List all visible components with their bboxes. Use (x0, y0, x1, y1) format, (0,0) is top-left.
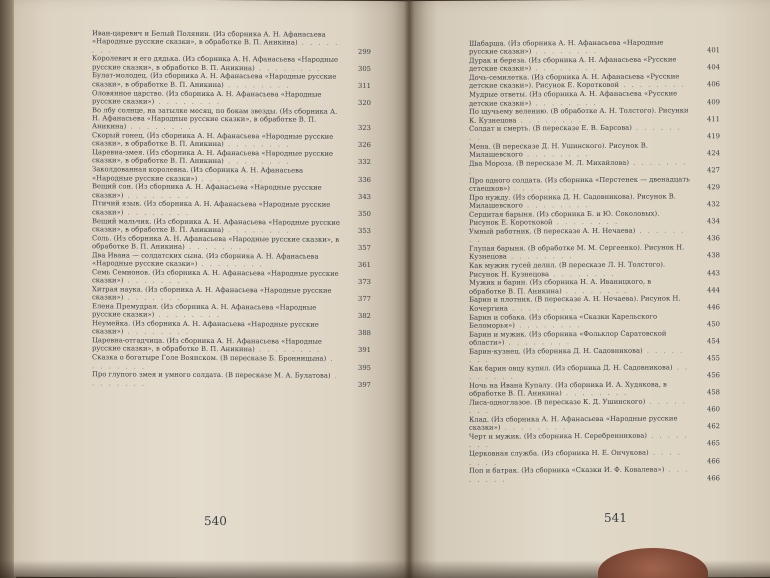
toc-leader-dots: . . . . . . . . (184, 242, 252, 252)
toc-leader-dots: . . . . . . . . (561, 286, 629, 295)
toc-entry (469, 295, 720, 313)
toc-leader-dots: . . . . . . . . (154, 310, 221, 320)
toc-entry (469, 278, 720, 296)
toc-leader-dots: . . . . . . . . (531, 47, 598, 56)
toc-page-number: 373 (358, 278, 371, 287)
toc-entry-title: Два Ивана — солдатских сына. (Из сборника А. Н. Афанасьева «Народные русские сказки») . . . . . . . . (92, 250, 319, 269)
toc-entry-title: Про глупого змея и умного солдата. (В пересказе М. А. Булатова) . . . . . . . . (92, 370, 339, 388)
left-toc-list (14, 0, 409, 578)
toc-entry (92, 268, 371, 286)
toc-page-number: 391 (358, 346, 371, 355)
toc-leader-dots: . . . . . . . . (552, 218, 620, 227)
toc-page-number: 409 (707, 97, 720, 106)
toc-leader-dots: . . . . . . . . (223, 225, 291, 235)
toc-entry-title: Елена Премудрая. (Из сборника А. Н. Афанасьева «Народные русские сказки») . . . . . . . . (92, 302, 317, 320)
toc-page-number: 429 (707, 183, 720, 192)
toc-entry (469, 414, 720, 432)
toc-entry (469, 243, 720, 261)
toc-page-number: 444 (707, 285, 720, 294)
toc-entry-title: Соль. (Из сборника А. Н. Афанасьева «Народные русские сказки», в обработке В. П. Аникина) . . . . . . . . (92, 233, 340, 252)
toc-entry (469, 329, 720, 347)
toc-leader-dots: . . . . . . . . (92, 38, 340, 54)
toc-entry-title: Шабарша. (Из сборника А. Н. Афанасьева «Народные русские сказки») . . . . . . . . (469, 38, 664, 57)
toc-page-number: 350 (358, 209, 371, 218)
toc-page-number: 336 (358, 175, 371, 184)
toc-entry (92, 285, 371, 303)
toc-entry (469, 312, 720, 330)
book-gutter (404, 0, 414, 578)
toc-entry-title: Во лбу солнце, на затылке месяц, по бокам звезды. (Из сборника А. Н. Афанасьева «Народные русские сказки», в обработке В. П. Аникина) . . . . . . . . (92, 105, 338, 132)
toc-leader-dots: . . . . . . . . (123, 276, 190, 285)
toc-leader-dots: . . . . . . . . (92, 354, 335, 371)
toc-entry (469, 363, 720, 381)
toc-page-number: 427 (707, 166, 720, 175)
toc-leader-dots: . . . . . . . . (123, 327, 190, 337)
toc-entry-title: Глупая барыня. (В обработке М. М. Сергеенко). Рисунок Н. Кузнецова . . . . . . . . (469, 243, 685, 262)
toc-entry-title: Оловянное царство. (Из сборника А. Н. Афанасьева «Народные русские сказки») . . . . . . . . (92, 88, 322, 106)
toc-leader-dots: . . . . . . . . (504, 338, 572, 347)
toc-entry (92, 234, 371, 252)
toc-entry-title: Царевна-змея. (Из сборника А. Н. Афанасьева «Народные русские сказки», в обработке В. П. Аникина) . . . . . . . . (92, 148, 334, 166)
toc-leader-dots: . . . . . . . . (469, 123, 682, 142)
toc-page-number: 466 (707, 456, 720, 465)
toc-page-number: 434 (707, 217, 720, 226)
toc-leader-dots: . . . . . . . . (549, 269, 616, 278)
toc-page-number: 424 (707, 149, 720, 158)
toc-leader-dots: . . . . . . . . (197, 174, 264, 183)
right-page-number: 541 (604, 510, 627, 525)
toc-leader-dots: . . . . . . . . (531, 64, 598, 73)
toc-entry-title: Семь Семионов. (Из сборника А. Н. Афанасьева «Народные русские сказки») . . . . . . . . (92, 268, 339, 285)
toc-entry-title: Про одного солдата. (Из сборника «Перстенек — двенадцать стаешков») . . . . . . . . (469, 175, 690, 193)
toc-leader-dots: . . . . . . . . (254, 345, 322, 355)
toc-leader-dots: . . . . . . . . (469, 226, 686, 245)
toc-entry (469, 209, 720, 227)
toc-page-number: 466 (707, 473, 720, 482)
toc-leader-dots: . . . . . . . . (154, 97, 221, 106)
toc-page-number: 388 (358, 329, 371, 338)
toc-page-number: 353 (358, 226, 371, 235)
toc-entry-title: Иван-царевич и Белый Полянин. (Из сборника А. Н. Афанасьева «Народные русские сказки», в обработке В. П. Аникина) . . . . . . . . (92, 29, 340, 54)
toc-entry-title: Умный работник. (В пересказе А. Н. Нечаева) . . . . . . . . (469, 226, 686, 245)
toc-page-number: 311 (358, 81, 371, 90)
toc-leader-dots: . . . . . . . . (223, 140, 291, 149)
toc-page-number: 404 (707, 63, 720, 72)
toc-entry (469, 431, 720, 449)
toc-page-number: 382 (358, 312, 371, 321)
toc-entry (469, 466, 720, 484)
toc-page-number: 395 (358, 363, 371, 372)
toc-leader-dots: . . . . . . . . (223, 80, 291, 90)
toc-entry (92, 354, 371, 372)
right-page (409, 0, 770, 578)
toc-page-number: 456 (707, 371, 720, 380)
toc-entry (469, 38, 720, 56)
toc-entry (92, 319, 371, 337)
toc-page-number: 462 (707, 422, 720, 431)
toc-leader-dots: . . . . . . . . (561, 388, 629, 398)
toc-entry-title: Два Мороза. (В пересказе М. Л. Михайлова) . . . . . . . . (469, 158, 688, 176)
toc-entry-title: Вещий мальчик. (Из сборника А. Н. Афанасьева «Народные русские сказки», в обработке В. П. Аникина) . . . . . . . . (92, 216, 340, 235)
toc-leader-dots: . . . . . . . . (522, 201, 590, 210)
toc-entry (469, 226, 720, 244)
toc-leader-dots: . . . . . . . . (522, 149, 590, 159)
toc-leader-dots: . . . . . . . . (123, 208, 190, 217)
toc-entry (92, 200, 371, 218)
toc-leader-dots: . . . . . . . . (469, 363, 690, 381)
left-page (14, 0, 409, 578)
toc-page-number: 443 (707, 268, 720, 277)
left-page-number: 540 (204, 513, 227, 529)
toc-entry (92, 336, 371, 354)
toc-entry-title: Как мужик гусей делил. (В пересказе Л. Н. Толстого). Рисунок Н. Кузнецова . . . . . . . . (469, 260, 666, 279)
toc-leader-dots: . . . . . . . . (514, 320, 582, 330)
toc-entry-title: Барин и плотник. (В пересказе А. Н. Нечаева). Рисунок Н. Кочергина . . . . . . . . (469, 294, 681, 313)
toc-leader-dots: . . . . . . . . (197, 259, 264, 269)
toc-entry (469, 124, 720, 142)
toc-entry-title: Мужик и барин. (Из сборника Н. А. Иваницкого, в обработке В. П. Аникина) . . . . . . . . (469, 277, 652, 296)
toc-page-number: 332 (358, 158, 371, 167)
toc-page-number: 377 (358, 295, 371, 304)
toc-page-number: 305 (358, 64, 371, 73)
toc-page-number: 460 (707, 405, 720, 414)
toc-leader-dots: . . . . . . . . (469, 158, 688, 176)
toc-entry-title: Про нужду. (Из сборника Д. Н. Садовникова). Рисунок В. Милашевского . . . . . . . . (469, 192, 676, 210)
toc-page-number: 458 (707, 388, 720, 397)
toc-entry-title: Черт и мужик. (Из сборника Н. Серебренникова) . . . . . . . . (469, 431, 689, 450)
toc-leader-dots: . . . . . . . . (254, 63, 322, 73)
toc-entry (469, 107, 720, 125)
toc-entry-title: Птичий язык. (Из сборника А. Н. Афанасьева «Народные русские сказки») . . . . . . . . (92, 199, 331, 217)
toc-entry (92, 29, 371, 56)
toc-entry (92, 106, 371, 133)
toc-entry-title: Дурак и береза. (Из сборника А. Н. Афанасьева «Русские детские сказки») . . . . . . . . (469, 55, 677, 74)
toc-entry (469, 192, 720, 210)
toc-entry-title: Барин и мужик. (Из сборника «Фольклор Саратовской области») . . . . . . . . (469, 329, 667, 347)
toc-leader-dots: . . . . . . . . (469, 465, 690, 484)
toc-entry-title: Как барин овцу купил. (Из сборника Д. Н. Садовникова) . . . . . . . . (469, 363, 690, 381)
toc-page-number: 343 (358, 192, 371, 201)
toc-page-number: 419 (707, 131, 720, 141)
toc-page-number: 401 (707, 46, 720, 55)
toc-page-number: 326 (358, 141, 371, 150)
toc-page-number: 406 (707, 80, 720, 89)
toc-entry-title: Ночь на Ивана Купалу. (Из сборника И. А. Худякова, в обработке В. П. Аникина) . . . . . . . . (469, 380, 667, 398)
toc-entry (92, 371, 371, 389)
toc-entry (469, 397, 720, 415)
toc-leader-dots: . . . . . . . . (531, 98, 598, 107)
toc-leader-dots: . . . . . . . . (500, 423, 567, 432)
toc-page-number: 411 (707, 114, 720, 123)
toc-entry (92, 166, 371, 184)
toc-entry-title: Барин и собака. (Из сборника «Сказки Карельского Беломорья») . . . . . . . . (469, 312, 658, 330)
toc-entry-title: Лиса-одноглазое. (В пересказе К. Д. Ушинского) . . . . . . . . (469, 397, 687, 416)
toc-leader-dots: . . . . . . . . (126, 122, 193, 132)
toc-leader-dots: . . . . . . . . (223, 157, 291, 166)
toc-page-number: 436 (707, 234, 720, 243)
toc-entry (92, 251, 371, 269)
toc-entry-title: Королевич и его дядька. (Из сборника А. Н. Афанасьева «Народные русские сказки», в обработке В. П. Аникина) . . . . . . . . (92, 54, 339, 73)
toc-entry (92, 72, 371, 90)
toc-leader-dots: . . . . . . . . (509, 184, 577, 193)
toc-leader-dots: . . . . . . . . (92, 372, 339, 388)
toc-leader-dots: . . . . . . . . (507, 303, 575, 313)
toc-entry-title: Дочь-семилетка. (Из сборника А. Н. Афанасьева «Русские детские сказки»). Рисунок Е. Коротковой . . . . . . . . (469, 72, 686, 91)
toc-page-number: 446 (707, 302, 720, 311)
toc-page-number: 361 (358, 260, 371, 269)
toc-entry-title: Церковная служба. (Из сборника Н. Е. Ончукова) . . . . . . . . (469, 448, 682, 467)
toc-entry-title: Неумейка. (Из сборника А. Н. Афанасьева «Народные русские сказки») . . . . . . . . (92, 319, 319, 337)
toc-page-number: 299 (358, 47, 371, 56)
toc-entry (469, 380, 720, 398)
toc-page-number: 320 (358, 98, 371, 107)
toc-entry (92, 148, 371, 166)
toc-page-number: 455 (707, 354, 720, 363)
toc-leader-dots: . . . . . . . . (619, 80, 686, 90)
toc-entry (469, 141, 720, 159)
right-toc-list (409, 0, 770, 578)
toc-entry (92, 302, 371, 320)
toc-page-number: 454 (707, 337, 720, 346)
toc-entry-title: Поп и батрак. (Из сборника «Сказки И. Ф. Ковалева») . . . . . . . . (469, 465, 690, 484)
toc-entry-title: Барин-кузнец. (Из сборника Д. Н. Садовникова) . . . . . . . . (469, 346, 685, 364)
toc-entry-title: Мена. (В пересказе Д. Н. Ушинского). Рисунок В. Милашевского . . . . . . . . (469, 141, 648, 159)
toc-entry (469, 448, 720, 466)
toc-leader-dots: . . . . . . . . (469, 397, 687, 416)
toc-entry-title: Заколдованная королевна. (Из сборника А. Н. Афанасьева «Народные русские сказки») . . . . . . . . (92, 165, 304, 183)
toc-page-number: 357 (358, 243, 371, 252)
toc-entry-title: Вещий сон. (Из сборника А. Н. Афанасьева «Народные русские сказки») . . . . . . . . (92, 182, 322, 200)
toc-entry (92, 217, 371, 235)
toc-page-number: 465 (707, 439, 720, 448)
toc-entry-title: Мудрые ответы. (Из сборника А. Н. Афанасьева «Русские детские сказки») . . . . . . . . (469, 89, 678, 108)
toc-entry-title: Сказка о богатыре Голе Воянском. (В пересказе Б. Бронницына) . . . . . . . . (92, 353, 335, 371)
toc-entry (92, 55, 371, 73)
toc-leader-dots: . . . . . . . . (469, 346, 685, 364)
toc-leader-dots: . . . . . . . . (469, 448, 682, 467)
toc-page-number: 323 (358, 124, 371, 133)
toc-entry (469, 175, 720, 193)
toc-entry (92, 183, 371, 201)
toc-entry-title: Клад. (Из сборника А. Н. Афанасьева «Народные русские сказки») . . . . . . . . (469, 414, 678, 433)
toc-entry (92, 89, 371, 107)
toc-entry-title: Хитрая наука. (Из сборника А. Н. Афанасьева «Народные русские сказки») . . . . . . . . (92, 285, 332, 303)
toc-leader-dots: . . . . . . . . (506, 252, 574, 261)
toc-leader-dots: . . . . . . . . (123, 191, 190, 200)
toc-page-number: 432 (707, 200, 720, 209)
toc-page-number: 438 (707, 251, 720, 260)
toc-page-number: 397 (358, 380, 371, 389)
toc-entry-title: Царевна-отгадчица. (Из сборника А. Н. Афанасьева «Народные русские сказки», в обработке В. П. Аникина) . . . . . . . . (92, 336, 322, 355)
toc-leader-dots: . . . . . . . . (469, 431, 689, 450)
toc-entry (92, 131, 371, 149)
toc-entry (469, 89, 720, 107)
toc-entry (469, 158, 720, 176)
toc-leader-dots: . . . . . . . . (516, 115, 584, 125)
toc-entry-title: По щучьему велению. (В обработке А. Н. Толстого). Рисунки К. Кузнецова . . . . . . . . (469, 106, 689, 125)
toc-entry (469, 55, 720, 73)
toc-entry-title: Солдат и смерть. (В пересказе Е. В. Барсова) . . . . . . . . (469, 123, 682, 142)
toc-entry-title: Скорый гонец. (Из сборника А. Н. Афанасьева «Народные русские сказки», в обработке В. П. Аникина) . . . . . . . . (92, 131, 334, 149)
toc-entry-title: Булат-молодец. (Из сборника А. Н. Афанасьева «Народные русские сказки», в обработке В. П. Аникина) . . . . . . . . (92, 71, 337, 90)
toc-entry (469, 72, 720, 90)
toc-entry (469, 260, 720, 278)
toc-page-number: 450 (707, 319, 720, 329)
toc-entry-title: Сердитая барыня. (Из сборника Б. и Ю. Соколовых). Рисунок Е. Коротковой . . . . . . . . (469, 209, 660, 227)
toc-entry (469, 346, 720, 364)
toc-leader-dots: . . . . . . . . (123, 293, 190, 303)
